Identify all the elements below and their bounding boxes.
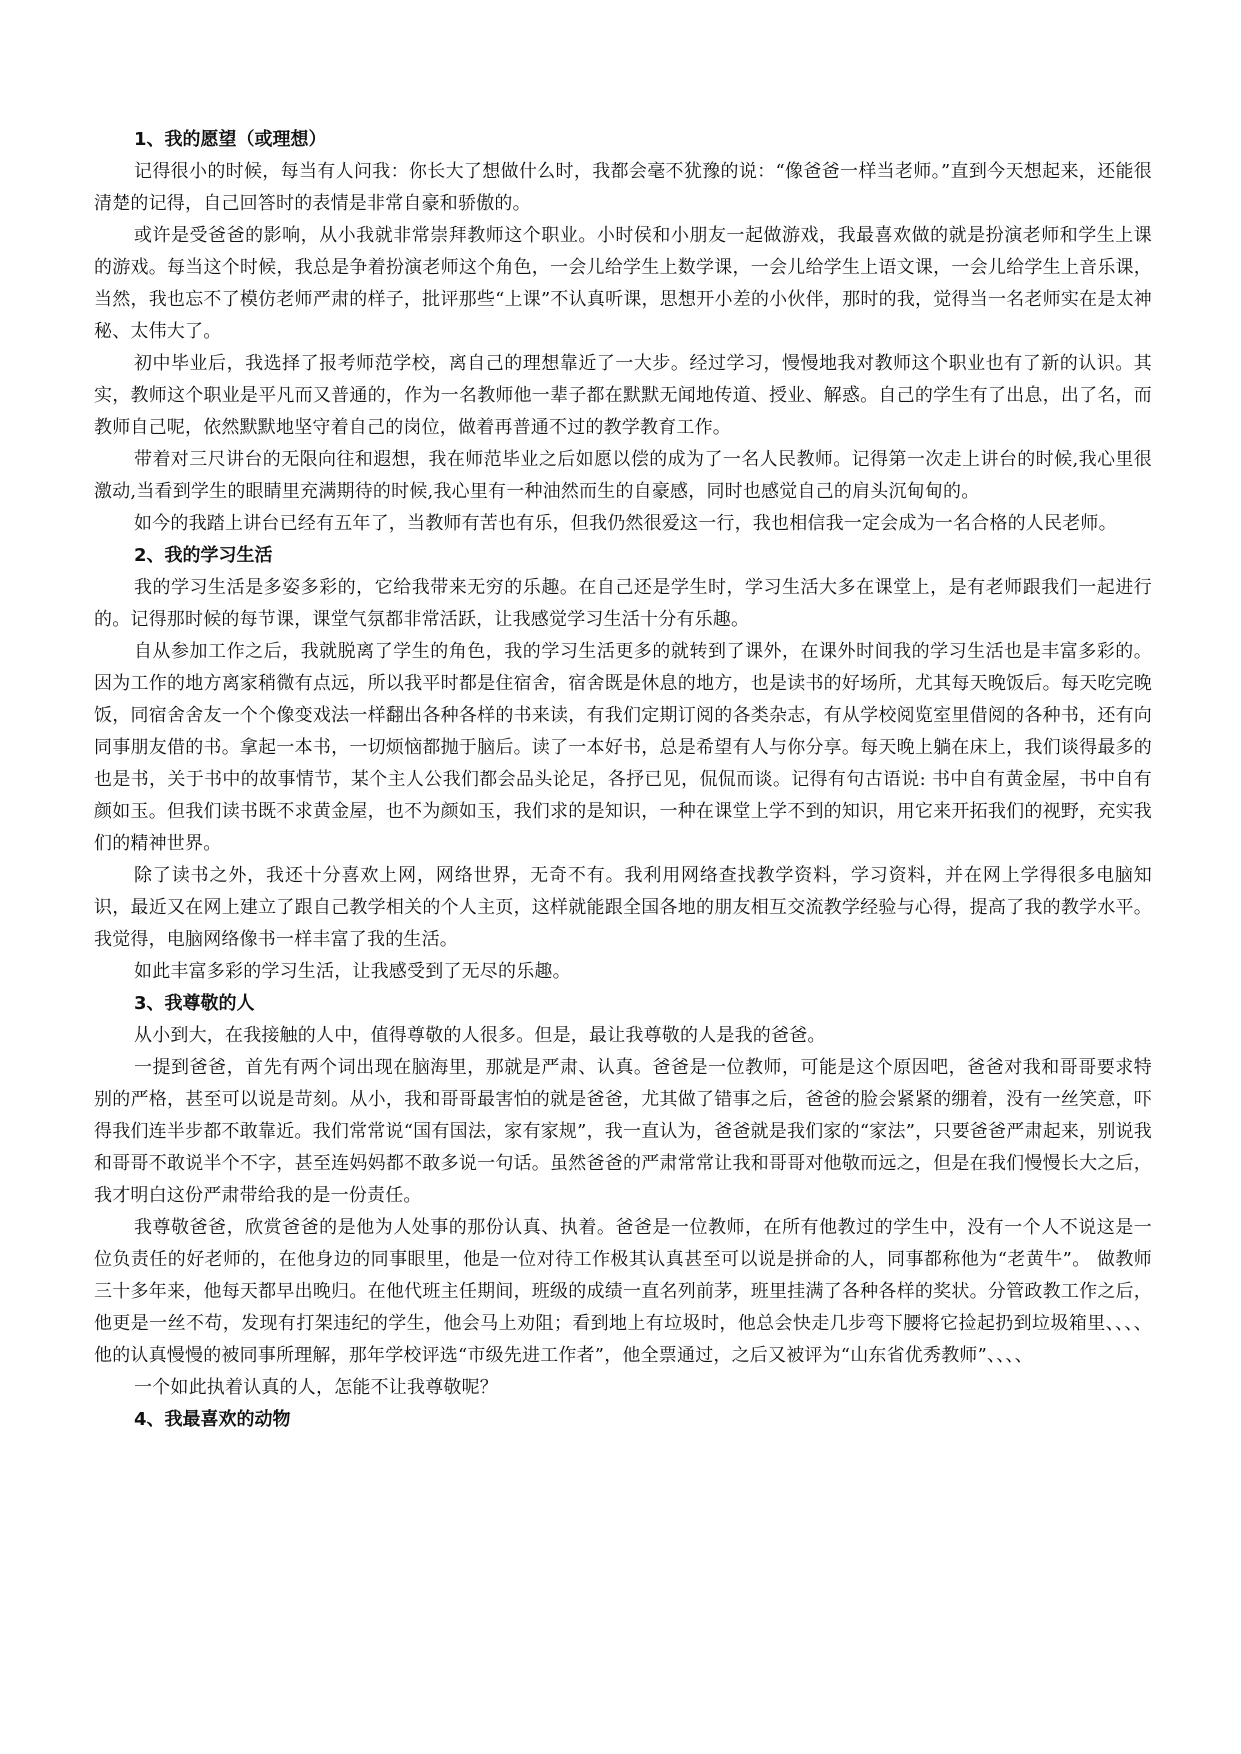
- section-1-paragraph: 初中毕业后，我选择了报考师范学校，离自己的理想靠近了一大步。经过学习，慢慢地我对教师这个职业也有了新的认识。其实，教师这个职业是平凡而又普通的，作为一名教师他一辈子都在默默无闻地传道、授业、解惑。自己的学生有了出息，出了名，而教师自己呢，依然默默地坚守着自己的岗位，做着再普通不过的教学教育工作。: [94, 353, 1152, 438]
- document-page: [94, 124, 1152, 1436]
- section-3-paragraph: 一个如此执着认真的人，怎能不让我尊敬呢？: [134, 1377, 498, 1398]
- section-2-paragraph: 我的学习生活是多姿多彩的，它给我带来无穷的乐趣。在自己还是学生时，学习生活大多在课堂上，是有老师跟我们一起进行的。记得那时候的每节课，课堂气氛都非常活跃，让我感觉学习生活十分有乐趣。: [94, 577, 1152, 630]
- section-4-heading: 4、我最喜欢的动物: [134, 1409, 291, 1430]
- section-1-paragraph: 或许是受爸爸的影响，从小我就非常崇拜教师这个职业。小时侯和小朋友一起做游戏，我最喜欢做的就是扮演老师和学生上课的游戏。每当这个时候，我总是争着扮演老师这个角色，一会儿给学生上数学课，一会儿给学生上语文课，一会儿给学生上音乐课，当然，我也忘不了模仿老师严肃的样子，批评那些“上课”不认真听课，思想开小差的小伙伴，那时的我，觉得当一名老师实在是太神秘、太伟大了。: [94, 225, 1152, 342]
- section-3-paragraph: 我尊敬爸爸，欣赏爸爸的是他为人处事的那份认真、执着。爸爸是一位教师，在所有他教过的学生中，没有一个人不说这是一位负责任的好老师的，在他身边的同事眼里，他是一位对待工作极其认真甚至可以说是拼命的人，同事都称他为“老黄牛”。 做教师三十多年来，他每天都早出晚归。在他代班主任期间，班级的成绩一直名列前茅，班里挂满了各种各样的奖状。分管政教工作之后，他更是一丝不苟，发现有打架违纪的学生，他会马上劝阻；看到地上有垃圾时，他总会快走几步弯下腰将它捡起扔到垃圾箱里、、、、他的认真慢慢的被同事所理解，那年学校评选“市级先进工作者”，他全票通过，之后又被评为“山东省优秀教师”、、、、: [94, 1217, 1152, 1366]
- section-2-paragraph: 自从参加工作之后，我就脱离了学生的角色，我的学习生活更多的就转到了课外，在课外时间我的学习生活也是丰富多彩的。因为工作的地方离家稍微有点远，所以我平时都是住宿舍，宿舍既是休息的地方，也是读书的好场所，尤其每天晚饭后。每天吃完晚饭，同宿舍舍友一个个像变戏法一样翻出各种各样的书来读，有我们定期订阅的各类杂志，有从学校阅览室里借阅的各种书，还有向同事朋友借的书。拿起一本书，一切烦恼都抛于脑后。读了一本好书，总是希望有人与你分享。每天晚上躺在床上，我们谈得最多的也是书，关于书中的故事情节，某个主人公我们都会品头论足，各抒已见，侃侃而谈。记得有句古语说: 书中自有黄金屋，书中自有颜如玉。但我们读书既不求黄金屋，也不为颜如玉，我们求的是知识，一种在课堂上学不到的知识，用它来开拓我们的视野，充实我们的精神世界。: [94, 641, 1152, 854]
- section-1-paragraph: 带着对三尺讲台的无限向往和遐想，我在师范毕业之后如愿以偿的成为了一名人民教师。记得第一次走上讲台的时候,我心里很激动,当看到学生的眼睛里充满期待的时候,我心里有一种油然而生的自豪感，同时也感觉自己的肩头沉甸甸的。: [94, 449, 1152, 502]
- section-3-paragraph: 从小到大，在我接触的人中，值得尊敬的人很多。但是，最让我尊敬的人是我的爸爸。: [134, 1025, 826, 1046]
- section-2-paragraph: 如此丰富多彩的学习生活，让我感受到了无尽的乐趣。: [134, 961, 571, 982]
- section-2-paragraph: 除了读书之外，我还十分喜欢上网，网络世界，无奇不有。我利用网络查找教学资料，学习资料，并在网上学得很多电脑知识，最近又在网上建立了跟自己教学相关的个人主页，这样就能跟全国各地的朋友相互交流教学经验与心得，提高了我的教学水平。我觉得，电脑网络像书一样丰富了我的生活。: [94, 865, 1152, 950]
- section-1-paragraph: 如今的我踏上讲台已经有五年了，当教师有苦也有乐，但我仍然很爱这一行，我也相信我一定会成为一名合格的人民老师。: [134, 513, 1117, 534]
- section-2-heading: 2、我的学习生活: [134, 545, 273, 566]
- section-1-heading: 1、我的愿望（或理想）: [134, 129, 327, 150]
- section-1-paragraph: 记得很小的时候，每当有人问我：你长大了想做什么时，我都会毫不犹豫的说：“像爸爸一样当老师。”直到今天想起来，还能很清楚的记得，自己回答时的表情是非常自豪和骄傲的。: [94, 161, 1152, 214]
- section-3-paragraph: 一提到爸爸，首先有两个词出现在脑海里，那就是严肃、认真。爸爸是一位教师，可能是这个原因吧，爸爸对我和哥哥要求特别的严格，甚至可以说是苛刻。从小，我和哥哥最害怕的就是爸爸，尤其做了错事之后，爸爸的脸会紧紧的绷着，没有一丝笑意，吓得我们连半步都不敢靠近。我们常常说“国有国法，家有家规”，我一直认为，爸爸就是我们家的“家法”，只要爸爸严肃起来，别说我和哥哥不敢说半个不字，甚至连妈妈都不敢多说一句话。虽然爸爸的严肃常常让我和哥哥对他敬而远之，但是在我们慢慢长大之后，我才明白这份严肃带给我的是一份责任。: [94, 1057, 1152, 1206]
- section-3-heading: 3、我尊敬的人: [134, 993, 255, 1014]
